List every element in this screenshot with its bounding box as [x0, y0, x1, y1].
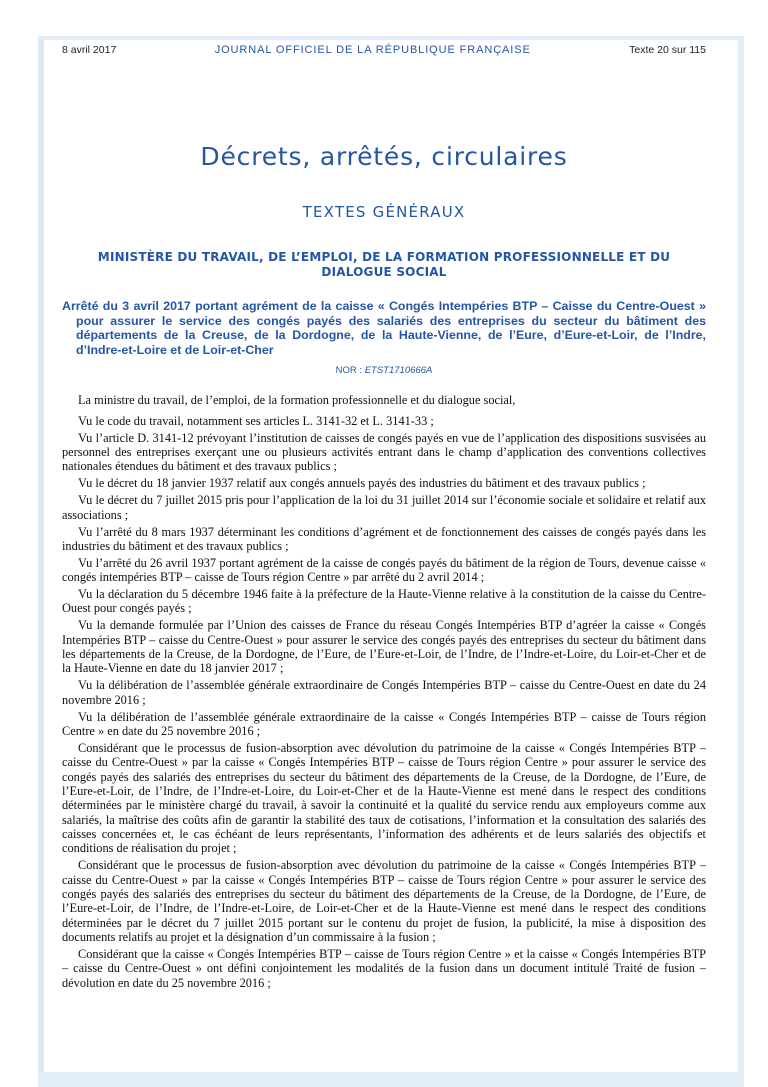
paragraph: Vu la demande formulée par l’Union des caisses de France du réseau Congés Intempéries BTP d’agréer la caisse « Congés Intempéries BTP – caisse du Centre-Ouest » pour assurer le service des congés payés des entreprises du secteur du bâtiment dans les départements de la Creuse, de la Dordogne, de l’Eure, de l’Eure-et-Loir, de l’Indre, de l’Indre-et-Loire, du Loir-et-Cher et de la Haute-Vienne en date du 18 janvier 2017 ; — [62, 618, 706, 676]
paragraph: Vu la déclaration du 5 décembre 1946 faite à la préfecture de la Haute-Vienne relative à la constitution de la caisse du Centre-Ouest pour congés payés ; — [62, 587, 706, 616]
section-subtitle: TEXTES GÉNÉRAUX — [302, 203, 466, 221]
paragraph: La ministre du travail, de l’emploi, de la formation professionnelle et du dialogue social, — [78, 393, 516, 408]
paragraph: Vu le décret du 18 janvier 1937 relatif aux congés annuels payés des industries du bâtiment et des travaux publics ; — [78, 476, 646, 491]
section-title: Décrets, arrêtés, circulaires — [200, 142, 568, 171]
arrete-title: Arrêté du 3 avril 2017 portant agrément de la caisse « Congés Intempéries BTP – Caisse du Centre-Ouest » pour assurer le service des congés payés des salariés des entreprises du secteur du bâtiment des départements de la Creuse, de la Dordogne, de la Haute-Vienne, de l’Eure, d’Eure-et-Loir, de l’Indre, d’Indre-et-Loire et de Loir-et-Cher — [62, 299, 706, 357]
header-texte: Texte 20 sur 115 — [629, 44, 706, 56]
nor-value: ETST1710666A — [364, 365, 433, 377]
ministry-heading: MINISTÈRE DU TRAVAIL, DE L’EMPLOI, DE LA FORMATION PROFESSIONNELLE ET DU DIALOGUE SOCIAL — [97, 250, 671, 279]
paragraph: Vu le décret du 7 juillet 2015 pris pour l’application de la loi du 31 juillet 2014 sur l’économie sociale et solidaire et relatif aux associations ; — [62, 493, 706, 522]
nor-line — [62, 365, 706, 377]
paragraph: Vu l’arrêté du 8 mars 1937 déterminant les conditions d’agrément et de fonctionnement des caisses de congés payés dans les industries du bâtiment et des travaux publics ; — [62, 524, 706, 553]
page-frame-bottom — [38, 1072, 744, 1087]
nor-label: NOR : — [335, 365, 365, 377]
page-header — [62, 40, 706, 60]
header-journal: JOURNAL OFFICIEL DE LA RÉPUBLIQUE FRANÇAISE — [214, 44, 531, 56]
paragraph: Considérant que le processus de fusion-absorption avec dévolution du patrimoine de la caisse « Congés Intempéries BTP – caisse du Centre-Ouest » par la caisse « Congés Intempéries BTP – caisse de Tours région Centre » pour assurer le service des congés payés des salariés des entreprises du secteur du bâtiment des départements de la Creuse, de la Dordogne, de l’Eure, de l’Eure-et-Loir, de l’Indre, de l’Indre-et-Loire, de Loir-et-Cher et de la Haute-Vienne est mené dans le respect des conditions déterminées par le décret du 7 juillet 2015 portant sur le contenu du projet de fusion, la publicité, la mise à disposition des documents relatifs au projet et la désignation d’un commissaire à la fusion ; — [62, 858, 706, 944]
paragraph: Vu l’article D. 3141-12 prévoyant l’institution de caisses de congés payés en vue de l’application des dispositions susvisées au personnel des entreprises exerçant une ou plusieurs activités entrant dans le champ d’application des conventions collectives nationales étendues du bâtiment et des travaux publics ; — [62, 430, 706, 474]
document-page — [62, 40, 706, 993]
header-date: 8 avril 2017 — [62, 44, 117, 56]
paragraph: Vu le code du travail, notamment ses articles L. 3141-32 et L. 3141-33 ; — [78, 413, 434, 428]
paragraph: Considérant que le processus de fusion-absorption avec dévolution du patrimoine de la caisse « Congés Intempéries BTP – caisse du Centre-Ouest » par la caisse « Congés Intempéries BTP – caisse de Tours région Centre » pour assurer le service des congés payés des salariés des entreprises du secteur du bâtiment des départements de la Creuse, de la Dordogne, de l’Eure, de l’Eure-et-Loir, de l’Indre, de l’Indre-et-Loire, du Loir-et-Cher et de la Haute-Vienne est mené dans le respect des conditions déterminées par le ministère chargé du travail, à savoir la continuité et la qualité du service rendu aux employeurs comme aux salariés, la maîtrise des coûts afin de garantir la stabilité des taux de cotisations, l’information et la consultation des salariés des caisses concernées et, le cas échéant de leurs représentants, l’information des adhérents et de leurs salariés des objectifs et conditions de réalisation du projet ; — [62, 740, 706, 856]
paragraph: Vu la délibération de l’assemblée générale extraordinaire de la caisse « Congés Intempéries BTP – caisse de Tours région Centre » en date du 25 novembre 2016 ; — [62, 709, 706, 738]
paragraph: Considérant que la caisse « Congés Intempéries BTP – caisse de Tours région Centre » et la caisse « Congés Intempéries BTP – caisse du Centre-Ouest » ont défini conjointement les modalités de la fusion dans un document intitulé Traité de fusion – dévolution en date du 25 novembre 2016 ; — [62, 946, 706, 990]
paragraph: Vu l’arrêté du 26 avril 1937 portant agrément de la caisse de congés payés du bâtiment de la région de Tours, devenue caisse « congés intempéries BTP – caisse de Tours région Centre » par arrêté du 2 avril 2014 ; — [62, 555, 706, 585]
document-body — [62, 393, 706, 990]
paragraph: Vu la délibération de l’assemblée générale extraordinaire de Congés Intempéries BTP – caisse du Centre-Ouest en date du 24 novembre 2016 ; — [62, 678, 706, 707]
